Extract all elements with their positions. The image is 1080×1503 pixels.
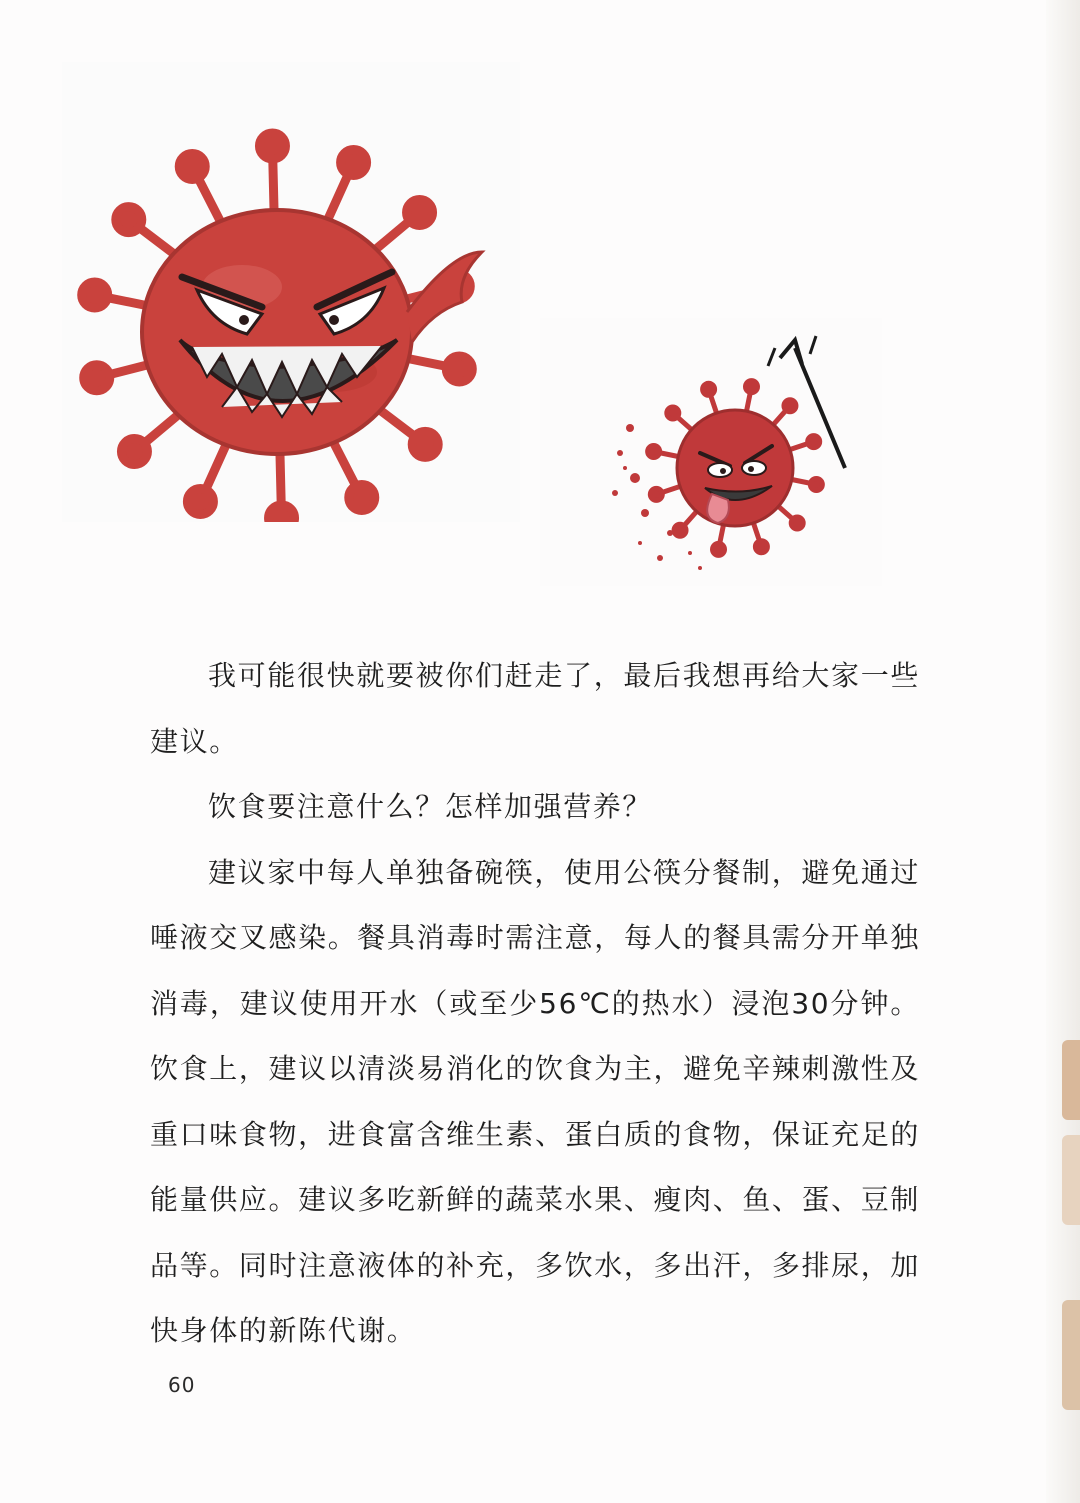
large-virus-illustration bbox=[62, 62, 520, 522]
devil-virus-with-trident-icon bbox=[540, 318, 882, 586]
small-virus-illustration bbox=[540, 318, 882, 586]
paragraph-question: 饮食要注意什么？怎样加强营养？ bbox=[208, 790, 653, 823]
next-page-edge bbox=[1046, 0, 1080, 1503]
paragraph: 建议家中每人单独备碗筷，使用公筷分餐制，避免通过唾液交叉感染。餐具消毒时需注意，每人的餐具需分开单独消毒，建议使用开水（或至少56℃的热水）浸泡30分钟。饮食上，建议以清淡易消化的饮食为主，避免辛辣刺激性及重口味食物，进食富含维生素、蛋白质的食物，保证充足的能量供应。建议多吃新鲜的蔬菜水果、瘦肉、鱼、蛋、豆制品等。同时注意液体的补充，多饮水，多出汗，多排尿，加快身体的新陈代谢。 bbox=[150, 855, 920, 1347]
page-number: 60 bbox=[168, 1373, 196, 1397]
angry-virus-icon bbox=[62, 62, 520, 522]
paragraph: 我可能很快就要被你们赶走了，最后我想再给大家一些建议。 bbox=[150, 659, 920, 758]
body-text bbox=[150, 643, 920, 1364]
